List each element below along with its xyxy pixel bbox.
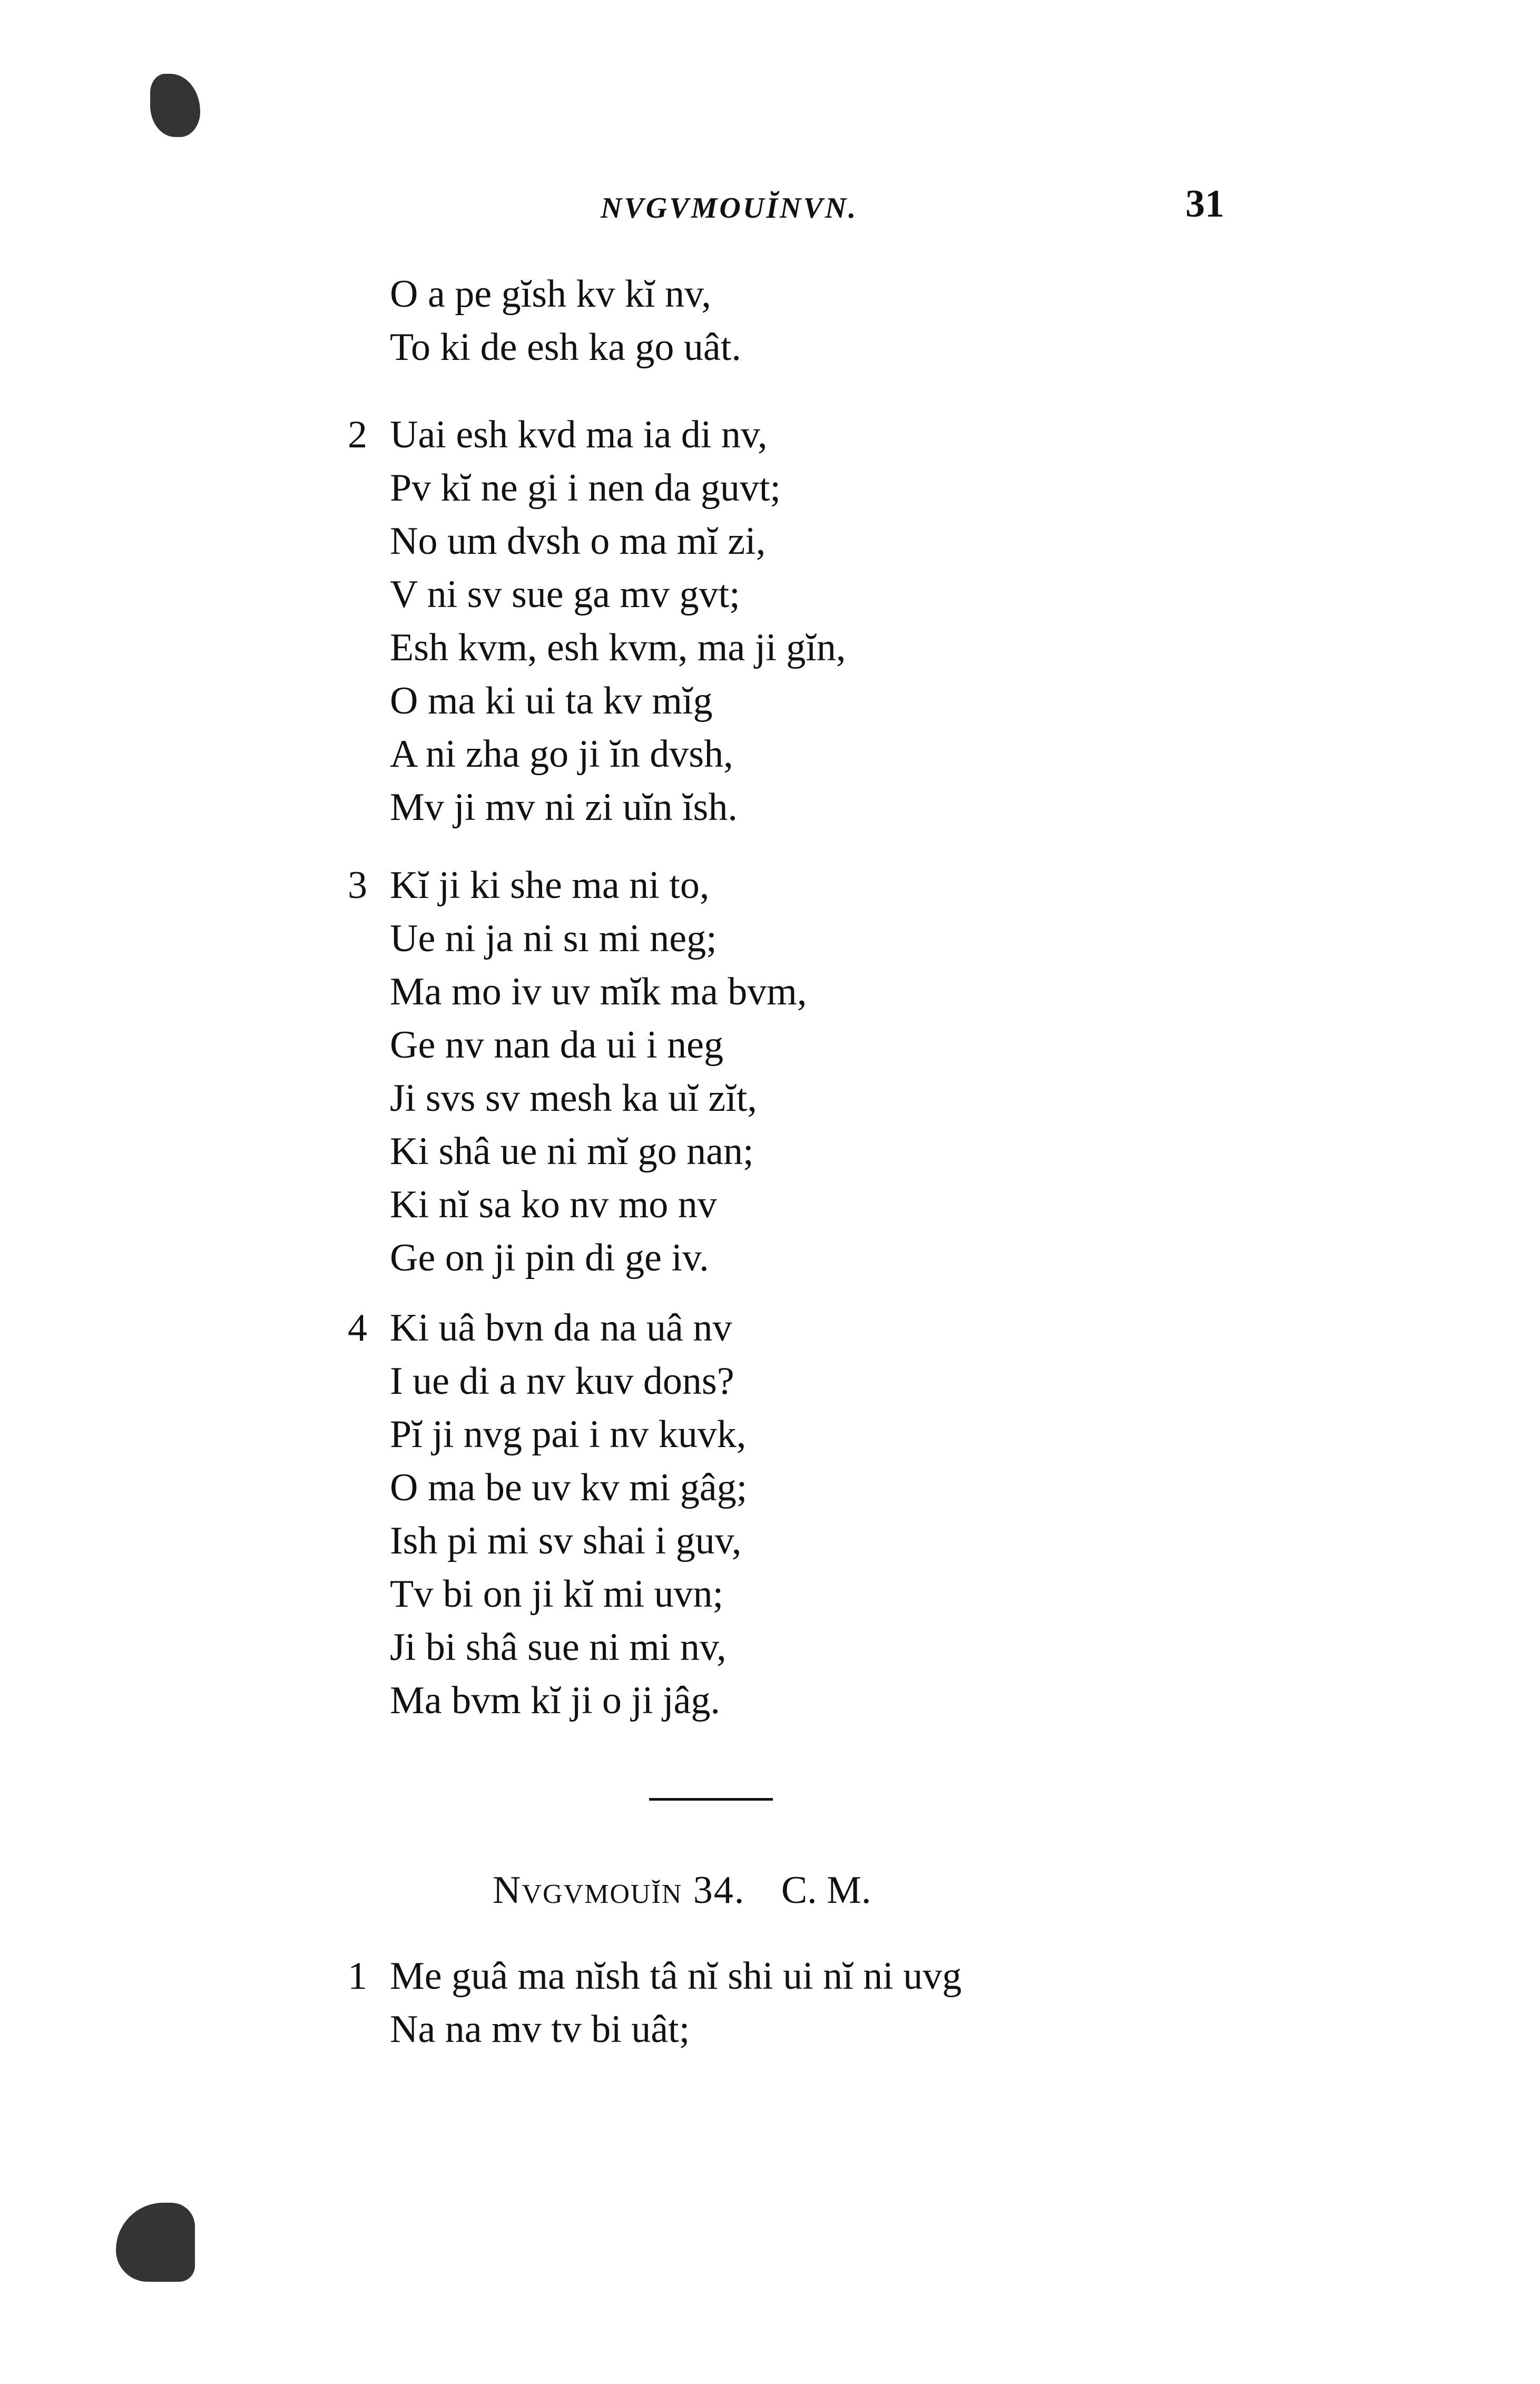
verse-line: V ni sv sue ga mv gvt; (390, 573, 740, 616)
verse-line: Ki nĭ sa ko nv mo nv (390, 1183, 717, 1226)
verse-line (348, 1302, 1243, 1355)
verse-line: Pĭ ji nvg pai i nv kuvk, (390, 1413, 747, 1456)
section-divider (649, 1798, 773, 1801)
opening-lines (348, 268, 1243, 374)
verse-text: Kĭ ji ki she ma ni to, (390, 864, 710, 907)
verse-line: Ge nv nan da ui i neg (390, 1023, 723, 1067)
verse-line: O ma ki ui ta kv mĭg (390, 679, 713, 722)
verse-line: O ma be uv kv mi gâg; (390, 1466, 748, 1509)
verse-text: Ki uâ bvn da na uâ nv (390, 1306, 732, 1350)
page-number: 31 (1185, 182, 1224, 226)
verse-line: Ue ni ja ni sı mi neg; (390, 917, 717, 960)
verse-line: Pv kĭ ne gi i nen da guvt; (390, 466, 781, 510)
running-head (0, 182, 1540, 240)
verse-line: Ji bi shâ sue ni mi nv, (390, 1626, 727, 1669)
verse-line: Ki shâ ue ni mĭ go nan; (390, 1130, 754, 1173)
hymn-heading (493, 1868, 871, 1913)
stanza-number: 1 (348, 1955, 367, 1998)
hymn-34-stanza-1 (348, 1950, 1243, 2056)
stanza-4 (348, 1302, 1243, 1727)
running-title: NVGVMOUĬNVN. (601, 192, 858, 224)
stanza-number: 2 (348, 413, 367, 456)
verse-line: Mv ji mv ni zi uĭn ĭsh. (390, 786, 738, 829)
verse-line: I ue di a nv kuv dons? (390, 1360, 734, 1403)
hymn-meter: C. M. (781, 1869, 871, 1912)
scan-blot-top-left (150, 74, 200, 137)
stanza-2 (348, 408, 1243, 834)
verse-line: Ji svs sv mesh ka uĭ zĭt, (390, 1077, 757, 1120)
verse-line: Tv bi on ji kĭ mi uvn; (390, 1572, 724, 1616)
verse-line: Na na mv tv bi uât; (390, 2008, 690, 2051)
verse-line (348, 859, 1243, 912)
verse-line: No um dvsh o ma mĭ zi, (390, 520, 766, 563)
verse-text: Me guâ ma nĭsh tâ nĭ shi ui nĭ ni uvg (390, 1955, 962, 1998)
verse-line: Ish pi mi sv shai i guv, (390, 1519, 742, 1562)
verse-line: Esh kvm, esh kvm, ma ji gĭn, (390, 626, 846, 669)
hymn-title: Nvgvmouĭn 34. (493, 1869, 746, 1912)
stanza-3 (348, 859, 1243, 1285)
verse-line: Ma mo iv uv mĭk ma bvm, (390, 970, 807, 1013)
verse-line: A ni zha go ji ĭn dvsh, (390, 732, 733, 776)
verse-line: Ma bvm kĭ ji o ji jâg. (390, 1679, 720, 1722)
verse-text: Uai esh kvd ma ia di nv, (390, 413, 768, 456)
scan-blot-bottom-left (116, 2203, 195, 2282)
stanza-number: 3 (348, 864, 367, 907)
verse-line: Ge on ji pin di ge iv. (390, 1236, 709, 1279)
stanza-number: 4 (348, 1306, 367, 1350)
verse-line: To ki de esh ka go uât. (390, 326, 741, 369)
verse-line: O a pe gĭsh kv kĭ nv, (390, 272, 711, 316)
verse-line (348, 1950, 1243, 2003)
verse-line (348, 408, 1243, 462)
